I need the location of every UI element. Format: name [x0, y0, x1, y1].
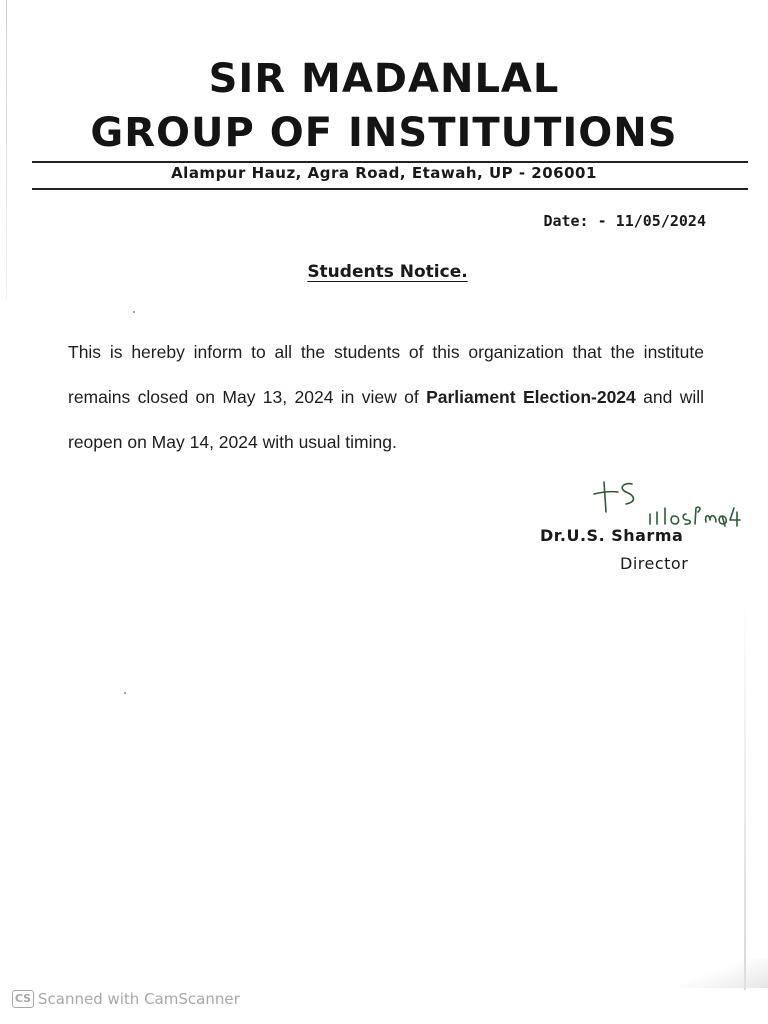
- scan-speck: [124, 692, 126, 694]
- handwritten-signature: [592, 478, 752, 533]
- camscanner-logo-icon: CS: [12, 990, 34, 1008]
- institution-name-line2: GROUP OF INSTITUTIONS: [90, 110, 678, 156]
- institution-name-line1: SIR MADANLAL: [208, 56, 560, 102]
- scan-corner-shadow: [678, 958, 768, 988]
- header-rule-top: [32, 161, 748, 163]
- scan-speck: [133, 311, 135, 313]
- camscanner-watermark: [12, 990, 240, 1008]
- watermark-text: Scanned with CamScanner: [38, 990, 240, 1008]
- notice-body: [68, 330, 704, 465]
- scan-edge-right: [744, 590, 746, 990]
- notice-body-emphasis: Parliament Election-2024: [426, 387, 636, 407]
- notice-body-text: This is hereby inform to all the students of this organization that the institute remains closed on May 13, 2024 in view of: [68, 342, 704, 407]
- institution-address: Alampur Hauz, Agra Road, Etawah, UP - 206001: [171, 164, 597, 182]
- signatory-name: Dr.U.S. Sharma: [540, 526, 684, 545]
- notice-body-text-end: and will reopen on May 14, 2024 with usual timing.: [68, 387, 704, 452]
- signatory-designation: Director: [620, 554, 689, 573]
- header-rule-bottom: [32, 188, 748, 190]
- notice-title: Students Notice.: [307, 262, 468, 282]
- notice-date: Date: - 11/05/2024: [543, 212, 706, 230]
- signature-scribble-icon: [592, 478, 752, 528]
